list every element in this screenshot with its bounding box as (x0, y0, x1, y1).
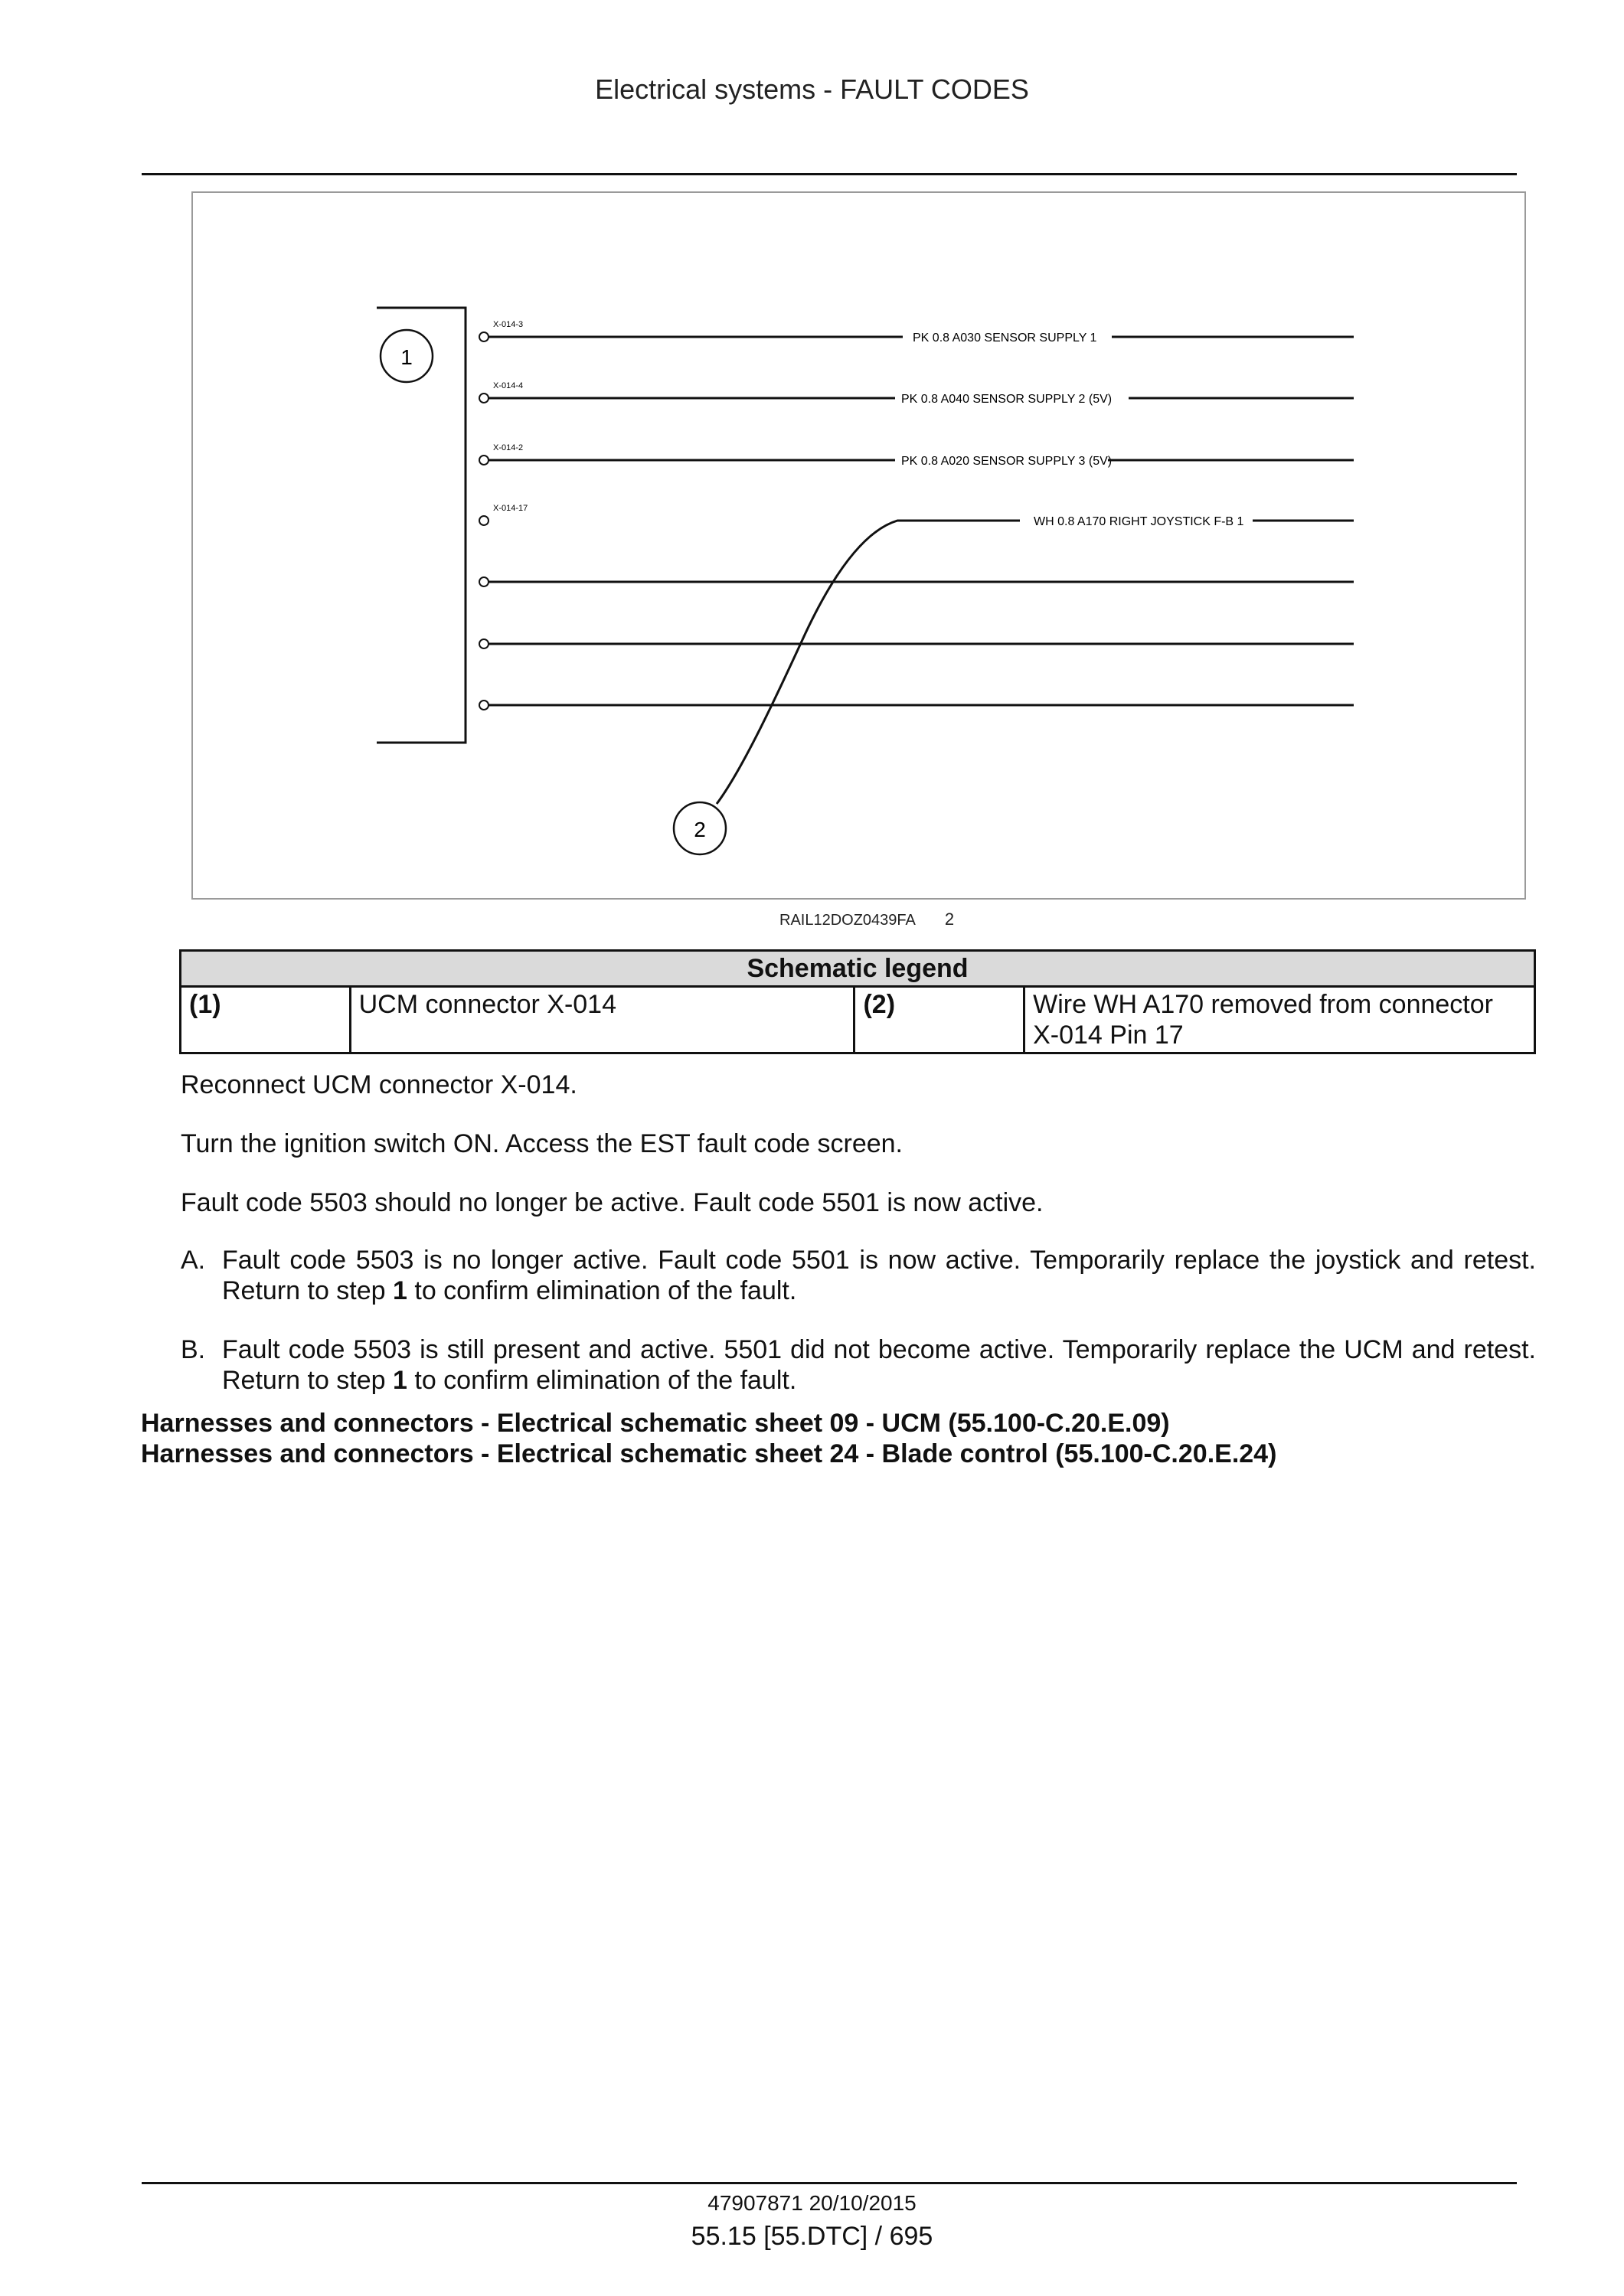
header-divider (142, 173, 1517, 175)
callout-2-label: 2 (694, 818, 706, 841)
figure-number: 2 (944, 910, 955, 929)
pin-4 (479, 504, 528, 525)
legend-item-2-num: (2) (854, 987, 1024, 1053)
wire-3 (489, 455, 1354, 468)
legend-item-1-num: (1) (181, 987, 351, 1053)
pin-label-4: X-014-17 (493, 504, 528, 513)
paragraph-ignition: Turn the ignition switch ON. Access the EST fault code screen. (181, 1129, 903, 1158)
callout-1-label: 1 (400, 345, 413, 369)
pin-label-1: X-014-3 (493, 320, 524, 329)
pin-7 (479, 701, 489, 710)
wire-label-1: PK 0.8 A030 SENSOR SUPPLY 1 (913, 331, 1097, 345)
pin-label-2: X-014-4 (493, 381, 524, 390)
legend-row (181, 987, 1535, 1053)
footer-doc-id: 47907871 20/10/2015 (707, 2191, 917, 2215)
pin-5 (479, 577, 489, 586)
wire-label-4: WH 0.8 A170 RIGHT JOYSTICK F-B 1 (1034, 515, 1244, 528)
footer-divider (142, 2182, 1517, 2184)
schematic-figure (191, 191, 1526, 900)
step-b-label: B. (181, 1335, 206, 1364)
legend-title: Schematic legend (181, 951, 1535, 987)
step-a (181, 1245, 1536, 1306)
paragraph-reconnect: Reconnect UCM connector X-014. (181, 1070, 577, 1099)
paragraph-fault-status: Fault code 5503 should no longer be active. Fault code 5501 is now active. (181, 1188, 1044, 1217)
pin-6 (479, 639, 489, 648)
legend-item-2-text: Wire WH A170 removed from connector X-014 Pin 17 (1024, 987, 1535, 1053)
wire-label-2: PK 0.8 A040 SENSOR SUPPLY 2 (5V) (901, 393, 1113, 406)
pin-1 (479, 320, 523, 341)
figure-caption (779, 910, 954, 929)
step-a-text: Fault code 5503 is no longer active. Fault code 5501 is now active. Temporarily replace the joystick and retest. Return to step 1 to confirm elimination of the fault. (222, 1246, 1536, 1305)
schematic-legend-table (179, 949, 1536, 1054)
wire-2 (489, 393, 1354, 406)
pin-2 (479, 381, 523, 403)
legend-item-1-text: UCM connector X-014 (350, 987, 854, 1053)
wire-4-removed (717, 515, 1354, 804)
page-header-title: Electrical systems - FAULT CODES (595, 73, 1029, 105)
pin-label-3: X-014-2 (493, 443, 524, 452)
step-a-label: A. (181, 1246, 206, 1275)
wire-label-3: PK 0.8 A020 SENSOR SUPPLY 3 (5V) (901, 455, 1113, 468)
figure-code: RAIL12DOZ0439FA (779, 912, 916, 929)
schematic-diagram (193, 193, 1528, 901)
step-b (181, 1334, 1536, 1396)
link-schematic-sheet-09[interactable]: Harnesses and connectors - Electrical schematic sheet 09 - UCM (55.100-C.20.E.09) (141, 1409, 1170, 1438)
pin-3 (479, 443, 523, 465)
wire-1 (489, 331, 1354, 345)
step-b-text: Fault code 5503 is still present and active. 5501 did not become active. Temporarily replace the UCM and retest. Return to step 1 to confirm elimination of the fault. (222, 1335, 1536, 1395)
footer-page-number: 55.15 [55.DTC] / 695 (691, 2222, 933, 2251)
link-schematic-sheet-24[interactable]: Harnesses and connectors - Electrical schematic sheet 24 - Blade control (55.100-C.20.E.24) (141, 1439, 1277, 1468)
